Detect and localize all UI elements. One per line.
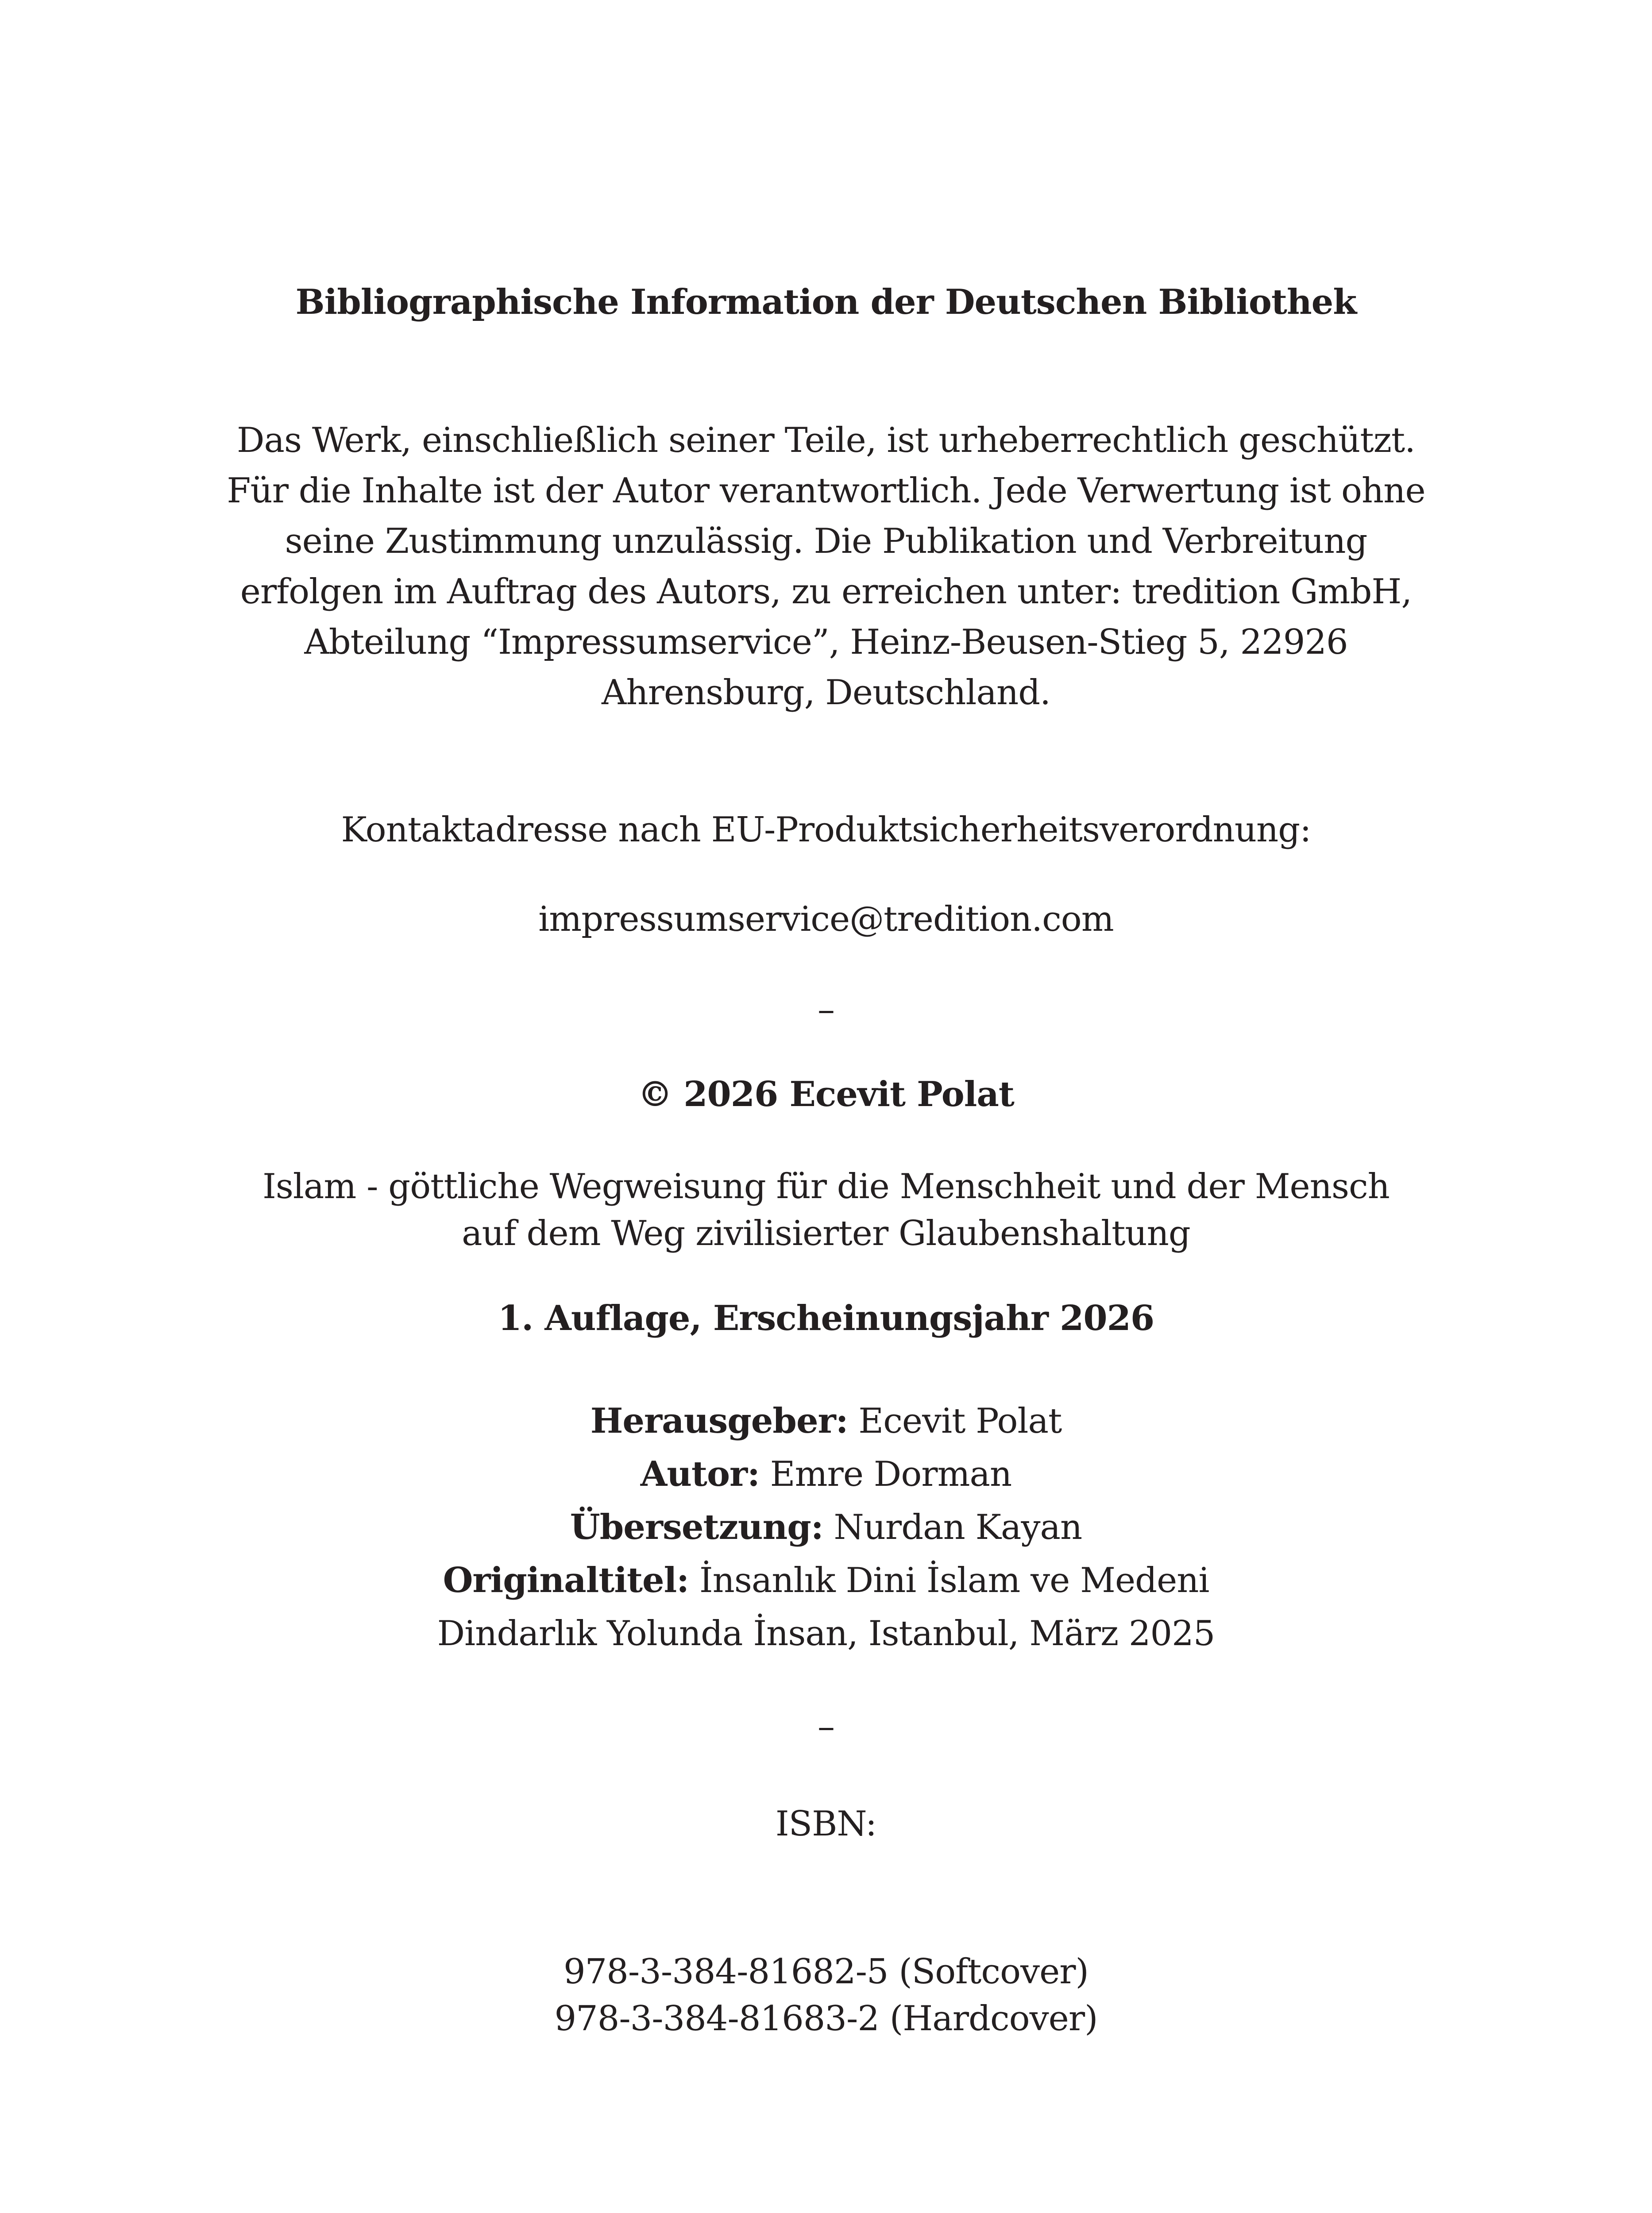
copyright-holder: © 2026 Ecevit Polat <box>638 1074 1014 1114</box>
separator-dash: – <box>818 990 834 1029</box>
copyright-notice-line: seine Zustimmung unzulässig. Die Publikation und Verbreitung <box>285 521 1367 561</box>
translation-value: Nurdan Kayan <box>834 1507 1082 1547</box>
translation-line <box>0 1503 1652 1552</box>
contact-email: impressumservice@tredition.com <box>538 899 1114 939</box>
copyright-notice-line: erfolgen im Auftrag des Autors, zu erreichen unter: tredition GmbH, <box>240 572 1412 612</box>
original-title-line <box>0 1556 1652 1605</box>
contact-label: Kontaktadresse nach EU-Produktsicherheitsverordnung: <box>341 810 1311 850</box>
author-label: Autor: <box>640 1454 760 1494</box>
copyright-notice-line: Abteilung “Impressumservice”, Heinz-Beusen-Stieg 5, 22926 <box>304 622 1348 662</box>
original-title-value: İnsanlık Dini İslam ve Medeni <box>699 1561 1209 1600</box>
isbn-hardcover: 978-3-384-81683-2 (Hardcover) <box>554 1999 1098 2039</box>
author-line <box>0 1450 1652 1499</box>
publisher-value: Ecevit Polat <box>858 1401 1062 1441</box>
bibliographic-heading: Bibliographische Information der Deutschen Bibliothek <box>295 282 1357 322</box>
translation-label: Übersetzung: <box>570 1507 823 1547</box>
separator-dash: – <box>818 1707 834 1746</box>
copyright-notice-line: Ahrensburg, Deutschland. <box>602 673 1050 713</box>
book-title-line: auf dem Weg zivilisierter Glaubenshaltung <box>462 1214 1190 1253</box>
copyright-notice-line: Für die Inhalte ist der Autor verantwortlich. Jede Verwertung ist ohne <box>227 471 1425 511</box>
copyright-notice-line: Das Werk, einschließlich seiner Teile, ist urheberrechtlich geschützt. <box>237 420 1415 460</box>
publisher-line <box>0 1397 1652 1446</box>
edition-info: 1. Auflage, Erscheinungsjahr 2026 <box>498 1298 1154 1338</box>
isbn-softcover: 978-3-384-81682-5 (Softcover) <box>564 1952 1088 1992</box>
isbn-label: ISBN: <box>775 1804 877 1844</box>
original-title-continuation: Dindarlık Yolunda İnsan, Istanbul, März 2025 <box>437 1614 1215 1654</box>
publisher-label: Herausgeber: <box>590 1401 848 1441</box>
book-title-line: Islam - göttliche Wegweisung für die Menschheit und der Mensch <box>262 1167 1390 1207</box>
author-value: Emre Dorman <box>770 1454 1012 1494</box>
original-title-label: Originaltitel: <box>443 1560 689 1600</box>
